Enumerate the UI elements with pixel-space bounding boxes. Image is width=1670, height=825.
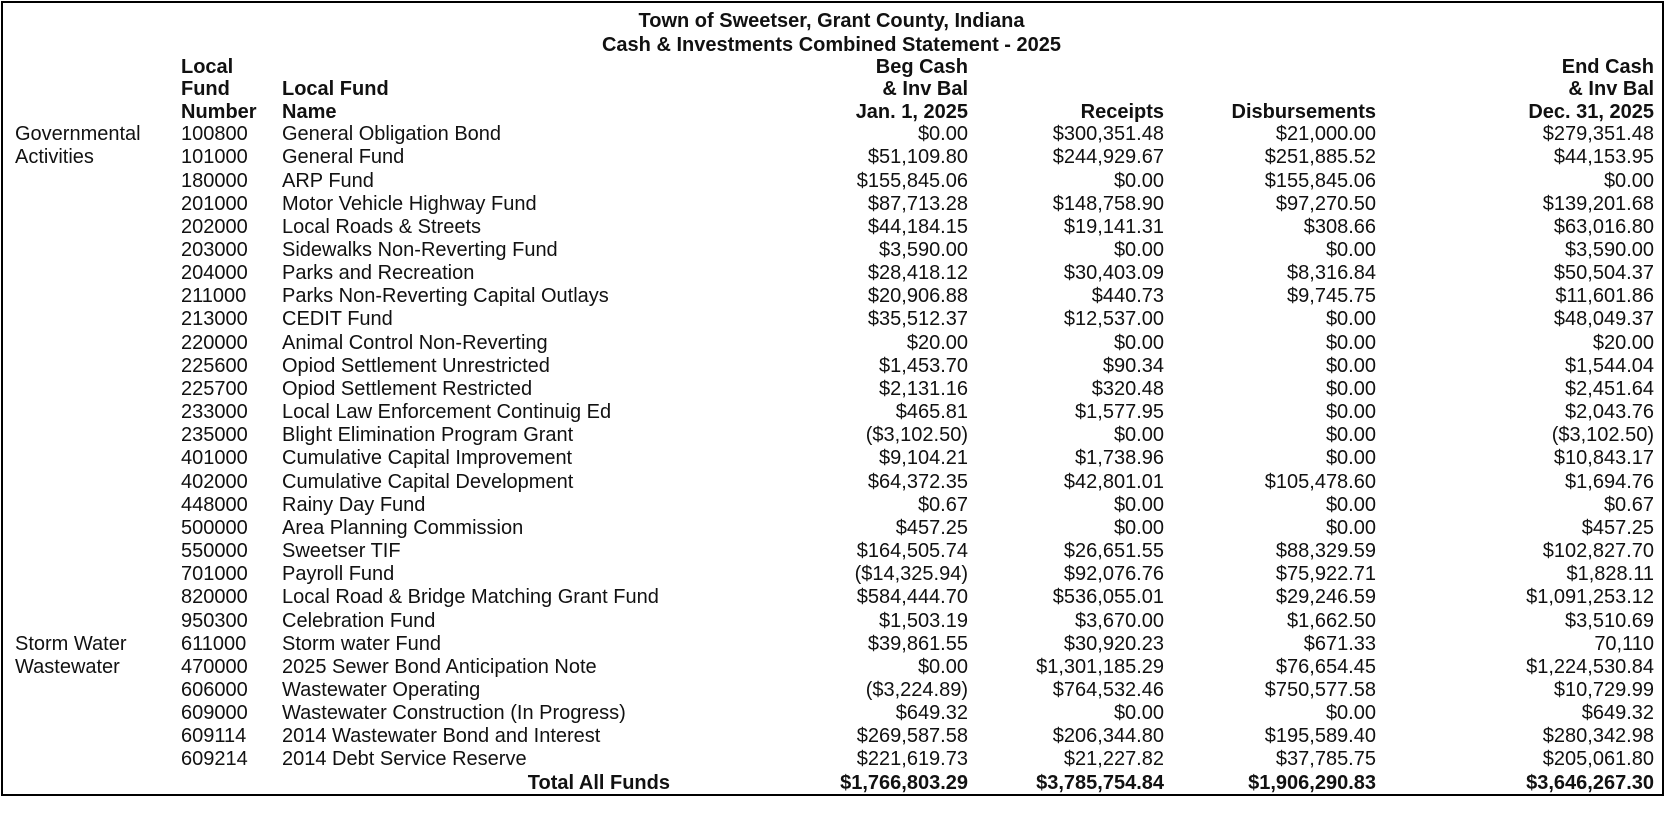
beg-balance: ($3,102.50) bbox=[865, 424, 968, 447]
fund-group bbox=[15, 610, 181, 633]
fund-number: 401000 bbox=[181, 447, 248, 470]
fund-group bbox=[15, 447, 181, 470]
table-row bbox=[15, 540, 1654, 563]
receipts: $244,929.67 bbox=[1052, 146, 1164, 169]
table-row bbox=[15, 447, 1654, 470]
receipts: $764,532.46 bbox=[1052, 678, 1164, 701]
end-balance: $205,061.80 bbox=[1542, 748, 1654, 771]
receipts: $0.00 bbox=[1113, 493, 1164, 516]
total-beg-balance: $1,766,803.29 bbox=[840, 771, 968, 794]
fund-group bbox=[15, 170, 181, 193]
end-balance: $2,043.76 bbox=[1565, 401, 1654, 424]
receipts: $42,801.01 bbox=[1063, 470, 1164, 493]
table-row bbox=[15, 494, 1654, 517]
table-row bbox=[15, 170, 1654, 193]
beg-balance: $155,845.06 bbox=[856, 169, 968, 192]
receipts: $320.48 bbox=[1091, 377, 1164, 400]
fund-name: Sweetser TIF bbox=[282, 540, 401, 563]
fund-group bbox=[15, 378, 181, 401]
beg-balance: $28,418.12 bbox=[867, 262, 968, 285]
fund-name: Motor Vehicle Highway Fund bbox=[282, 192, 537, 215]
disbursements: $0.00 bbox=[1325, 493, 1376, 516]
fund-group: Wastewater bbox=[15, 655, 120, 678]
fund-number: 225600 bbox=[181, 354, 248, 377]
fund-name: 2014 Debt Service Reserve bbox=[282, 748, 527, 771]
receipts: $3,670.00 bbox=[1075, 609, 1164, 632]
end-balance: ($3,102.50) bbox=[1551, 424, 1654, 447]
fund-group bbox=[15, 401, 181, 424]
receipts: $30,920.23 bbox=[1063, 632, 1164, 655]
table-row bbox=[15, 308, 1654, 331]
receipts: $1,738.96 bbox=[1075, 447, 1164, 470]
receipts: $206,344.80 bbox=[1052, 725, 1164, 748]
receipts: $19,141.31 bbox=[1063, 215, 1164, 238]
fund-group bbox=[15, 679, 181, 702]
fund-name: Payroll Fund bbox=[282, 563, 395, 586]
fund-number: 701000 bbox=[181, 563, 248, 586]
end-balance: $0.00 bbox=[1603, 169, 1654, 192]
fund-number: 500000 bbox=[181, 516, 248, 539]
fund-number: 100800 bbox=[181, 123, 248, 146]
beg-balance: $584,444.70 bbox=[856, 586, 968, 609]
header-fund-name: Local Fund Name bbox=[282, 78, 389, 123]
fund-name: Area Planning Commission bbox=[282, 516, 524, 539]
fund-name: ARP Fund bbox=[282, 169, 374, 192]
receipts: $12,537.00 bbox=[1063, 308, 1164, 331]
fund-group bbox=[15, 586, 181, 609]
disbursements: $155,845.06 bbox=[1264, 169, 1376, 192]
fund-rows bbox=[15, 123, 1654, 771]
disbursements: $0.00 bbox=[1325, 447, 1376, 470]
receipts: $0.00 bbox=[1113, 424, 1164, 447]
fund-group bbox=[15, 725, 181, 748]
fund-number: 235000 bbox=[181, 424, 248, 447]
beg-balance: $87,713.28 bbox=[867, 192, 968, 215]
table-row bbox=[15, 586, 1654, 609]
table-row bbox=[15, 471, 1654, 494]
beg-balance: $2,131.16 bbox=[879, 377, 968, 400]
header-receipts: Receipts bbox=[1080, 100, 1164, 123]
disbursements: $37,785.75 bbox=[1275, 748, 1376, 771]
disbursements: $1,662.50 bbox=[1287, 609, 1376, 632]
receipts: $92,076.76 bbox=[1063, 563, 1164, 586]
end-balance: $20.00 bbox=[1592, 331, 1654, 354]
table-row bbox=[15, 610, 1654, 633]
disbursements: $251,885.52 bbox=[1264, 146, 1376, 169]
receipts: $0.00 bbox=[1113, 169, 1164, 192]
end-balance: $3,590.00 bbox=[1565, 239, 1654, 261]
end-balance: $1,224,530.84 bbox=[1526, 655, 1654, 678]
fund-number: 211000 bbox=[181, 285, 247, 308]
end-balance: $139,201.68 bbox=[1542, 192, 1654, 215]
fund-name: Cumulative Capital Development bbox=[282, 470, 574, 493]
end-balance: $279,351.48 bbox=[1542, 123, 1654, 146]
beg-balance: $64,372.35 bbox=[867, 470, 968, 493]
fund-group bbox=[15, 285, 181, 308]
total-row bbox=[15, 772, 1654, 795]
fund-number: 203000 bbox=[181, 239, 248, 261]
total-label: Total All Funds bbox=[527, 771, 670, 794]
header-fund-number: Local Fund Number bbox=[181, 56, 257, 123]
header-disbursements: Disbursements bbox=[1231, 100, 1376, 123]
end-balance: $44,153.95 bbox=[1553, 146, 1654, 169]
beg-balance: $164,505.74 bbox=[856, 540, 968, 563]
table-row bbox=[15, 563, 1654, 586]
fund-number: 233000 bbox=[181, 401, 248, 424]
fund-name: Local Law Enforcement Continuig Ed bbox=[282, 401, 612, 424]
disbursements: $195,589.40 bbox=[1264, 725, 1376, 748]
statement-subtitle: Cash & Investments Combined Statement - 2025 bbox=[601, 34, 1061, 56]
beg-balance: $0.00 bbox=[917, 123, 968, 146]
statement-title: Town of Sweetser, Grant County, Indiana bbox=[638, 10, 1025, 32]
receipts: $440.73 bbox=[1091, 285, 1164, 308]
fund-group bbox=[15, 563, 181, 586]
fund-group: Governmental bbox=[15, 123, 141, 146]
fund-number: 204000 bbox=[181, 262, 248, 285]
beg-balance: $1,453.70 bbox=[879, 354, 968, 377]
end-balance: $649.32 bbox=[1581, 702, 1654, 725]
fund-number: 213000 bbox=[181, 308, 248, 331]
fund-group bbox=[15, 262, 181, 285]
table-row bbox=[15, 193, 1654, 216]
end-balance: $63,016.80 bbox=[1553, 215, 1654, 238]
table-row bbox=[15, 216, 1654, 239]
end-balance: $102,827.70 bbox=[1542, 540, 1654, 563]
receipts: $1,577.95 bbox=[1075, 401, 1164, 424]
fund-name: Wastewater Operating bbox=[282, 678, 481, 701]
beg-balance: $1,503.19 bbox=[879, 609, 968, 632]
table-row bbox=[15, 285, 1654, 308]
disbursements: $76,654.45 bbox=[1275, 655, 1376, 678]
disbursements: $750,577.58 bbox=[1264, 678, 1376, 701]
disbursements: $0.00 bbox=[1325, 308, 1376, 331]
header-row bbox=[15, 56, 1654, 123]
fund-group bbox=[15, 332, 181, 355]
fund-group bbox=[15, 702, 181, 725]
fund-number: 820000 bbox=[181, 586, 248, 609]
fund-name: Local Road & Bridge Matching Grant Fund bbox=[282, 586, 659, 609]
table-row bbox=[15, 355, 1654, 378]
receipts: $1,301,185.29 bbox=[1036, 655, 1164, 678]
table-row bbox=[15, 725, 1654, 748]
disbursements: $0.00 bbox=[1325, 702, 1376, 725]
fund-name: 2014 Wastewater Bond and Interest bbox=[282, 725, 601, 748]
statement-table bbox=[15, 56, 1654, 795]
fund-group bbox=[15, 471, 181, 494]
disbursements: $0.00 bbox=[1325, 354, 1376, 377]
disbursements: $97,270.50 bbox=[1275, 192, 1376, 215]
disbursements: $0.00 bbox=[1325, 516, 1376, 539]
disbursements: $29,246.59 bbox=[1275, 586, 1376, 609]
receipts: $90.34 bbox=[1102, 354, 1164, 377]
fund-group bbox=[15, 216, 181, 239]
total-receipts: $3,785,754.84 bbox=[1036, 771, 1164, 794]
header-group bbox=[15, 56, 181, 123]
end-balance: $1,828.11 bbox=[1566, 563, 1654, 586]
beg-balance: $20,906.88 bbox=[867, 285, 968, 308]
fund-number: 609000 bbox=[181, 702, 248, 725]
end-balance: $50,504.37 bbox=[1553, 262, 1654, 285]
beg-balance: $3,590.00 bbox=[879, 239, 968, 261]
end-balance: 70,110 bbox=[1594, 632, 1654, 655]
beg-balance: ($14,325.94) bbox=[854, 563, 968, 586]
fund-name: General Fund bbox=[282, 146, 405, 169]
disbursements: $75,922.71 bbox=[1275, 563, 1376, 586]
table-row bbox=[15, 656, 1654, 679]
end-balance: $10,729.99 bbox=[1553, 678, 1654, 701]
fund-group bbox=[15, 517, 181, 540]
total-disbursements: $1,906,290.83 bbox=[1248, 771, 1376, 794]
beg-balance: $269,587.58 bbox=[856, 725, 968, 748]
beg-balance: $465.81 bbox=[895, 401, 968, 424]
disbursements: $0.00 bbox=[1325, 331, 1376, 354]
total-end-balance: $3,646,267.30 bbox=[1526, 771, 1654, 794]
disbursements: $0.00 bbox=[1325, 401, 1376, 424]
fund-number: 202000 bbox=[181, 215, 248, 238]
end-balance: $3,510.69 bbox=[1565, 609, 1654, 632]
fund-number: 550000 bbox=[181, 540, 248, 563]
fund-name: Parks and Recreation bbox=[282, 262, 475, 285]
fund-name: Local Roads & Streets bbox=[282, 215, 481, 238]
end-balance: $1,091,253.12 bbox=[1526, 586, 1654, 609]
fund-name: 2025 Sewer Bond Anticipation Note bbox=[282, 655, 597, 678]
beg-balance: $35,512.37 bbox=[867, 308, 968, 331]
fund-group: Storm Water bbox=[15, 632, 127, 655]
fund-number: 606000 bbox=[181, 678, 248, 701]
fund-number: 225700 bbox=[181, 377, 248, 400]
table-row bbox=[15, 239, 1654, 262]
fund-group bbox=[15, 193, 181, 216]
end-balance: $0.67 bbox=[1603, 493, 1654, 516]
fund-name: General Obligation Bond bbox=[282, 123, 502, 146]
fund-number: 201000 bbox=[181, 192, 248, 215]
receipts: $536,055.01 bbox=[1052, 586, 1164, 609]
fund-name: Celebration Fund bbox=[282, 609, 436, 632]
fund-number: 448000 bbox=[181, 493, 248, 516]
table-row bbox=[15, 123, 1654, 146]
fund-number: 609114 bbox=[181, 725, 247, 748]
disbursements: $0.00 bbox=[1325, 377, 1376, 400]
table-row bbox=[15, 262, 1654, 285]
disbursements: $9,745.75 bbox=[1287, 285, 1376, 308]
beg-balance: $0.67 bbox=[917, 493, 968, 516]
beg-balance: $649.32 bbox=[895, 702, 968, 725]
beg-balance: ($3,224.89) bbox=[865, 678, 968, 701]
fund-group bbox=[15, 748, 181, 771]
fund-number: 470000 bbox=[181, 655, 248, 678]
receipts: $0.00 bbox=[1113, 239, 1164, 261]
table-row bbox=[15, 633, 1654, 656]
end-balance: $457.25 bbox=[1581, 516, 1654, 539]
fund-group bbox=[15, 239, 181, 262]
beg-balance: $0.00 bbox=[917, 655, 968, 678]
header-beg-balance: Beg Cash & Inv Bal Jan. 1, 2025 bbox=[855, 56, 968, 123]
fund-number: 611000 bbox=[181, 632, 247, 655]
end-balance: $1,544.04 bbox=[1565, 354, 1654, 377]
disbursements: $671.33 bbox=[1303, 632, 1376, 655]
end-balance: $10,843.17 bbox=[1553, 447, 1654, 470]
table-row bbox=[15, 424, 1654, 447]
fund-number: 180000 bbox=[181, 169, 248, 192]
table-row bbox=[15, 748, 1654, 771]
disbursements: $308.66 bbox=[1303, 215, 1376, 238]
fund-name: Sidewalks Non-Reverting Fund bbox=[282, 239, 558, 261]
table-row bbox=[15, 401, 1654, 424]
beg-balance: $457.25 bbox=[895, 516, 968, 539]
fund-number: 220000 bbox=[181, 331, 248, 354]
fund-name: Blight Elimination Program Grant bbox=[282, 424, 574, 447]
fund-name: Opiod Settlement Restricted bbox=[282, 377, 533, 400]
fund-group bbox=[15, 494, 181, 517]
table-row bbox=[15, 332, 1654, 355]
table-row bbox=[15, 378, 1654, 401]
beg-balance: $51,109.80 bbox=[867, 146, 968, 169]
beg-balance: $39,861.55 bbox=[867, 632, 968, 655]
fund-name: Rainy Day Fund bbox=[282, 493, 426, 516]
receipts: $148,758.90 bbox=[1052, 192, 1164, 215]
table-row bbox=[15, 702, 1654, 725]
fund-number: 609214 bbox=[181, 748, 248, 771]
beg-balance: $221,619.73 bbox=[856, 748, 968, 771]
fund-name: Parks Non-Reverting Capital Outlays bbox=[282, 285, 609, 308]
header-end-balance: End Cash & Inv Bal Dec. 31, 2025 bbox=[1528, 56, 1654, 123]
fund-group: Activities bbox=[15, 146, 94, 169]
end-balance: $1,694.76 bbox=[1565, 470, 1654, 493]
beg-balance: $44,184.15 bbox=[867, 215, 968, 238]
end-balance: $2,451.64 bbox=[1565, 377, 1654, 400]
fund-group bbox=[15, 308, 181, 331]
fund-group bbox=[15, 540, 181, 563]
receipts: $0.00 bbox=[1113, 331, 1164, 354]
fund-group bbox=[15, 424, 181, 447]
receipts: $0.00 bbox=[1113, 702, 1164, 725]
receipts: $300,351.48 bbox=[1052, 123, 1164, 146]
beg-balance: $9,104.21 bbox=[879, 447, 968, 470]
fund-number: 402000 bbox=[181, 470, 248, 493]
table-row bbox=[15, 517, 1654, 540]
disbursements: $21,000.00 bbox=[1275, 123, 1376, 146]
receipts: $0.00 bbox=[1113, 516, 1164, 539]
disbursements: $0.00 bbox=[1325, 424, 1376, 447]
receipts: $26,651.55 bbox=[1063, 540, 1164, 563]
fund-group bbox=[15, 355, 181, 378]
fund-name: CEDIT Fund bbox=[282, 308, 393, 331]
fund-number: 950300 bbox=[181, 609, 248, 632]
disbursements: $8,316.84 bbox=[1287, 262, 1376, 285]
disbursements: $105,478.60 bbox=[1264, 470, 1376, 493]
table-row bbox=[15, 679, 1654, 702]
fund-name: Animal Control Non-Reverting bbox=[282, 331, 548, 354]
fund-name: Opiod Settlement Unrestricted bbox=[282, 354, 550, 377]
fund-number: 101000 bbox=[181, 146, 248, 169]
beg-balance: $20.00 bbox=[906, 331, 968, 354]
fund-name: Cumulative Capital Improvement bbox=[282, 447, 573, 470]
receipts: $30,403.09 bbox=[1063, 262, 1164, 285]
fund-name: Wastewater Construction (In Progress) bbox=[282, 702, 626, 725]
fund-name: Storm water Fund bbox=[282, 632, 441, 655]
end-balance: $48,049.37 bbox=[1553, 308, 1654, 331]
end-balance: $280,342.98 bbox=[1542, 725, 1654, 748]
end-balance: $11,601.86 bbox=[1555, 285, 1654, 308]
table-row bbox=[15, 146, 1654, 169]
disbursements: $0.00 bbox=[1325, 239, 1376, 261]
receipts: $21,227.82 bbox=[1063, 748, 1164, 771]
disbursements: $88,329.59 bbox=[1275, 540, 1376, 563]
